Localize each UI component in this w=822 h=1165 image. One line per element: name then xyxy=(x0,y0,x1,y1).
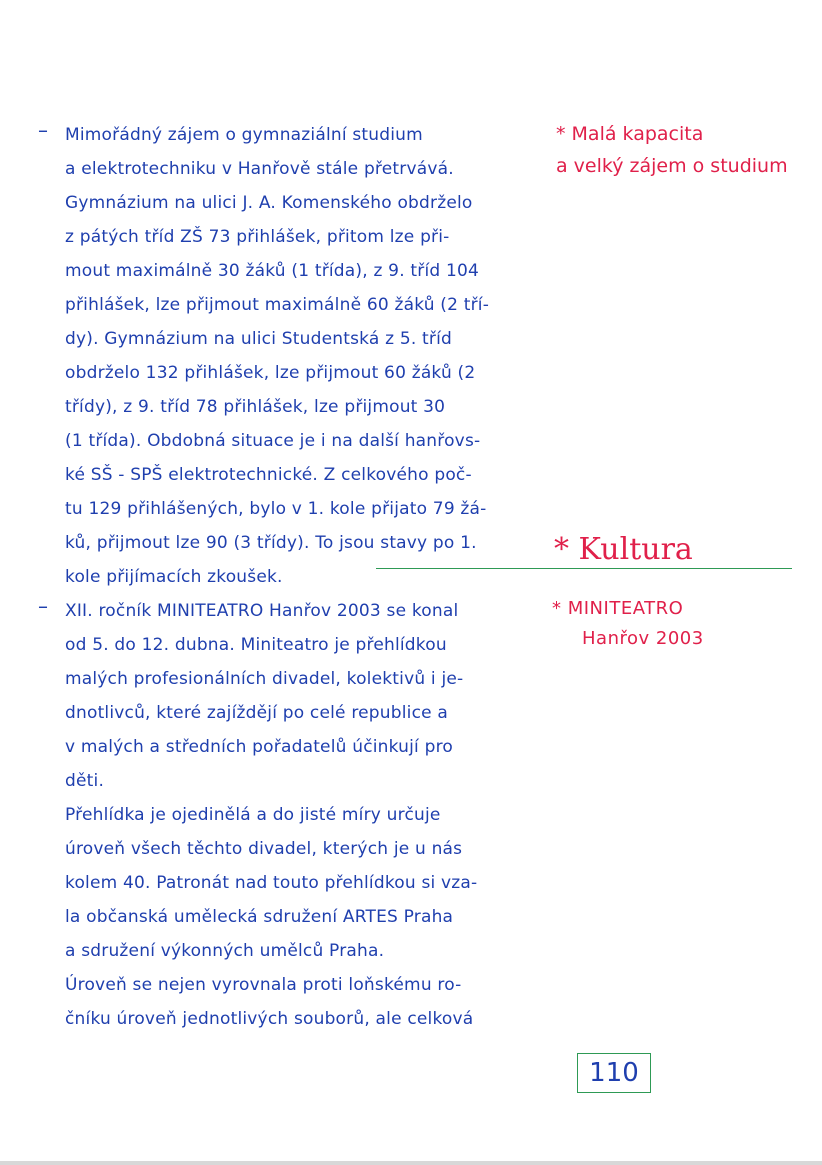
text-line: XII. ročník MINITEATRO Hanřov 2003 se konal xyxy=(65,601,459,621)
entry-2-text xyxy=(65,594,477,1036)
text-line: úroveň všech těchto divadel, kterých je u nás xyxy=(65,839,463,859)
margin-note-capacity xyxy=(556,118,788,182)
text-line: Mimořádný zájem o gymnaziální studium xyxy=(65,125,423,145)
margin-note-line: Hanřov 2003 xyxy=(582,628,704,649)
text-line: kolem 40. Patronát nad touto přehlídkou si vza- xyxy=(65,873,478,893)
section-heading-kultura: * Kultura xyxy=(554,532,693,567)
section-divider xyxy=(376,568,792,569)
text-line: malých profesionálních divadel, kolektivů i je- xyxy=(65,669,464,689)
entry-1-dash: – xyxy=(38,118,48,142)
text-line: od 5. do 12. dubna. Miniteatro je přehlídkou xyxy=(65,635,447,655)
margin-note-line: * MINITEATRO xyxy=(552,598,684,619)
margin-note-line: * Malá kapacita xyxy=(556,123,704,145)
text-line: čníku úroveň jednotlivých souborů, ale celková xyxy=(65,1009,474,1029)
entry-1-text xyxy=(65,118,489,594)
margin-note-line: a velký zájem o studium xyxy=(556,155,788,177)
page-number: 110 xyxy=(577,1053,651,1093)
text-line: ků, přijmout lze 90 (3 třídy). To jsou stavy po 1. xyxy=(65,533,477,553)
text-line: mout maximálně 30 žáků (1 třída), z 9. tříd 104 xyxy=(65,261,480,281)
text-line: la občanská umělecká sdružení ARTES Praha xyxy=(65,907,454,927)
text-line: třídy), z 9. tříd 78 přihlášek, lze přijmout 30 xyxy=(65,397,446,417)
text-line: obdrželo 132 přihlášek, lze přijmout 60 žáků (2 xyxy=(65,363,476,383)
text-line: Gymnázium na ulici J. A. Komenského obdrželo xyxy=(65,193,473,213)
text-line: z pátých tříd ZŠ 73 přihlášek, přitom lze při- xyxy=(65,227,450,247)
text-line: tu 129 přihlášených, bylo v 1. kole přijato 79 žá- xyxy=(65,499,487,519)
text-line: dy). Gymnázium na ulici Studentská z 5. tříd xyxy=(65,329,453,349)
text-line: kole přijímacích zkoušek. xyxy=(65,567,283,587)
margin-note-miniteatro xyxy=(552,594,704,654)
text-line: (1 třída). Obdobná situace je i na další hanřovs- xyxy=(65,431,481,451)
text-line: děti. xyxy=(65,771,105,791)
text-line: a sdružení výkonných umělců Praha. xyxy=(65,941,385,961)
text-line: a elektrotechniku v Hanřově stále přetrvává. xyxy=(65,159,454,179)
text-line: ké SŠ - SPŠ elektrotechnické. Z celkového poč- xyxy=(65,465,472,485)
text-line: v malých a středních pořadatelů účinkují pro xyxy=(65,737,453,757)
text-line: dnotlivců, které zajíždějí po celé republice a xyxy=(65,703,449,723)
scan-bottom-edge xyxy=(0,1161,822,1165)
text-line: Přehlídka je ojedinělá a do jisté míry určuje xyxy=(65,805,441,825)
entry-2-dash: – xyxy=(38,594,48,618)
text-line: přihlášek, lze přijmout maximálně 60 žáků (2 tří- xyxy=(65,295,490,315)
text-line: Úroveň se nejen vyrovnala proti loňskému ro- xyxy=(65,975,462,995)
